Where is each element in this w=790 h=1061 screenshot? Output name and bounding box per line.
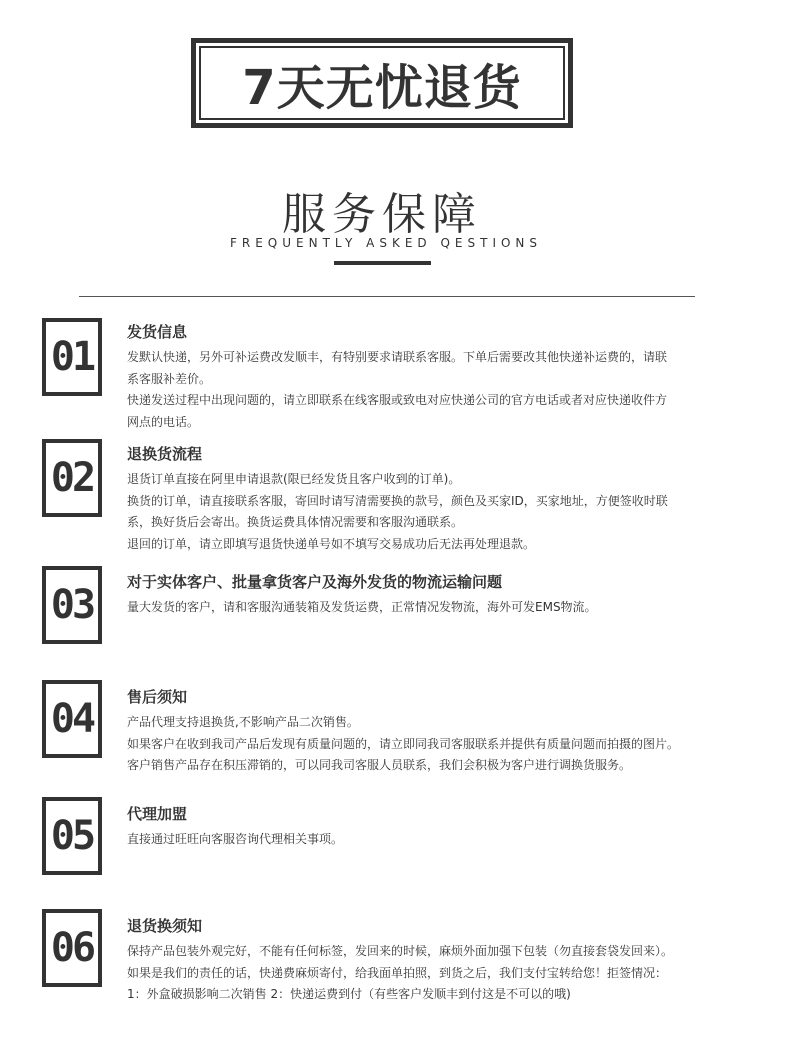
section-title: 服务保障 bbox=[282, 189, 482, 240]
item-heading: 对于实体客户、批量拿货客户及海外发货的物流运输问题 bbox=[127, 573, 503, 591]
item-line: 快递发送过程中出现问题的，请立即联系在线客服或致电对应快递公司的官方电话或者对应快递收件方 bbox=[127, 393, 668, 407]
item-line: 换货的订单，请直接联系客服，寄回时请写清需要换的款号，颜色及买家ID，买家地址，方便签收时联 bbox=[127, 493, 668, 508]
item-number-badge: 05 bbox=[42, 797, 102, 875]
item-line: 退回的订单，请立即填写退货快递单号如不填写交易成功后无法再处理退款。 bbox=[127, 536, 536, 551]
item-heading: 退换货流程 bbox=[127, 445, 203, 463]
item-number-badge: 01 bbox=[42, 318, 102, 396]
item-line: 1：外盒破损影响二次销售 2：快递运费到付（有些客户发顺丰到付这是不可以的哦) bbox=[127, 987, 571, 1001]
faq-item-franchise bbox=[127, 803, 727, 851]
item-heading: 代理加盟 bbox=[127, 805, 188, 823]
item-line: 直接通过旺旺向客服咨询代理相关事项。 bbox=[127, 832, 344, 846]
faq-item-after-sales bbox=[127, 686, 727, 777]
item-line: 退货订单直接在阿里申请退款(限已经发货且客户收到的订单)。 bbox=[127, 472, 461, 486]
item-heading: 售后须知 bbox=[127, 688, 188, 706]
item-line: 如果是我们的责任的话，快递费麻烦寄付，给我面单拍照，到货之后，我们支付宝转给您！拒签情况： bbox=[127, 965, 668, 980]
title-underline bbox=[334, 261, 431, 265]
item-number-badge: 02 bbox=[42, 439, 102, 517]
item-heading: 发货信息 bbox=[127, 323, 188, 341]
item-line: 客户销售产品存在积压滞销的，可以同我司客服人员联系，我们会积极为客户进行调换货服务。 bbox=[127, 758, 632, 772]
divider bbox=[79, 296, 695, 297]
faq-item-returns-process bbox=[127, 443, 727, 555]
section-subtitle: FREQUENTLY ASKED QESTIONS bbox=[229, 236, 543, 250]
faq-item-return-notice bbox=[127, 915, 747, 1006]
faq-item-logistics bbox=[127, 571, 727, 619]
item-line: 量大发货的客户，请和客服沟通装箱及发货运费，正常情况发物流，海外可发EMS物流。 bbox=[127, 600, 597, 614]
item-line: 系，换好货后会寄出。换货运费具体情况需要和客服沟通联系。 bbox=[127, 515, 464, 529]
faq-item-shipping bbox=[127, 321, 727, 433]
item-line: 发默认快递，另外可补运费改发顺丰，有特别要求请联系客服。下单后需要改其他快递补运费的，请联 bbox=[127, 350, 668, 364]
item-line: 如果客户在收到我司产品后发现有质量问题的，请立即同我司客服联系并提供有质量问题而拍摄的图片。 bbox=[127, 736, 680, 751]
item-line: 产品代理支持退换货,不影响产品二次销售。 bbox=[127, 715, 359, 729]
item-number-badge: 06 bbox=[42, 909, 102, 987]
item-line: 系客服补差价。 bbox=[127, 371, 212, 386]
item-line: 网点的电话。 bbox=[127, 414, 200, 429]
item-number-badge: 03 bbox=[42, 566, 102, 644]
item-heading: 退货换须知 bbox=[127, 917, 203, 935]
item-line: 保持产品包装外观完好，不能有任何标签，发回来的时候，麻烦外面加强下包装（勿直接套袋发回来）。 bbox=[127, 944, 674, 958]
item-number-badge: 04 bbox=[42, 680, 102, 758]
banner-title: 7天无忧退货 bbox=[199, 46, 565, 120]
